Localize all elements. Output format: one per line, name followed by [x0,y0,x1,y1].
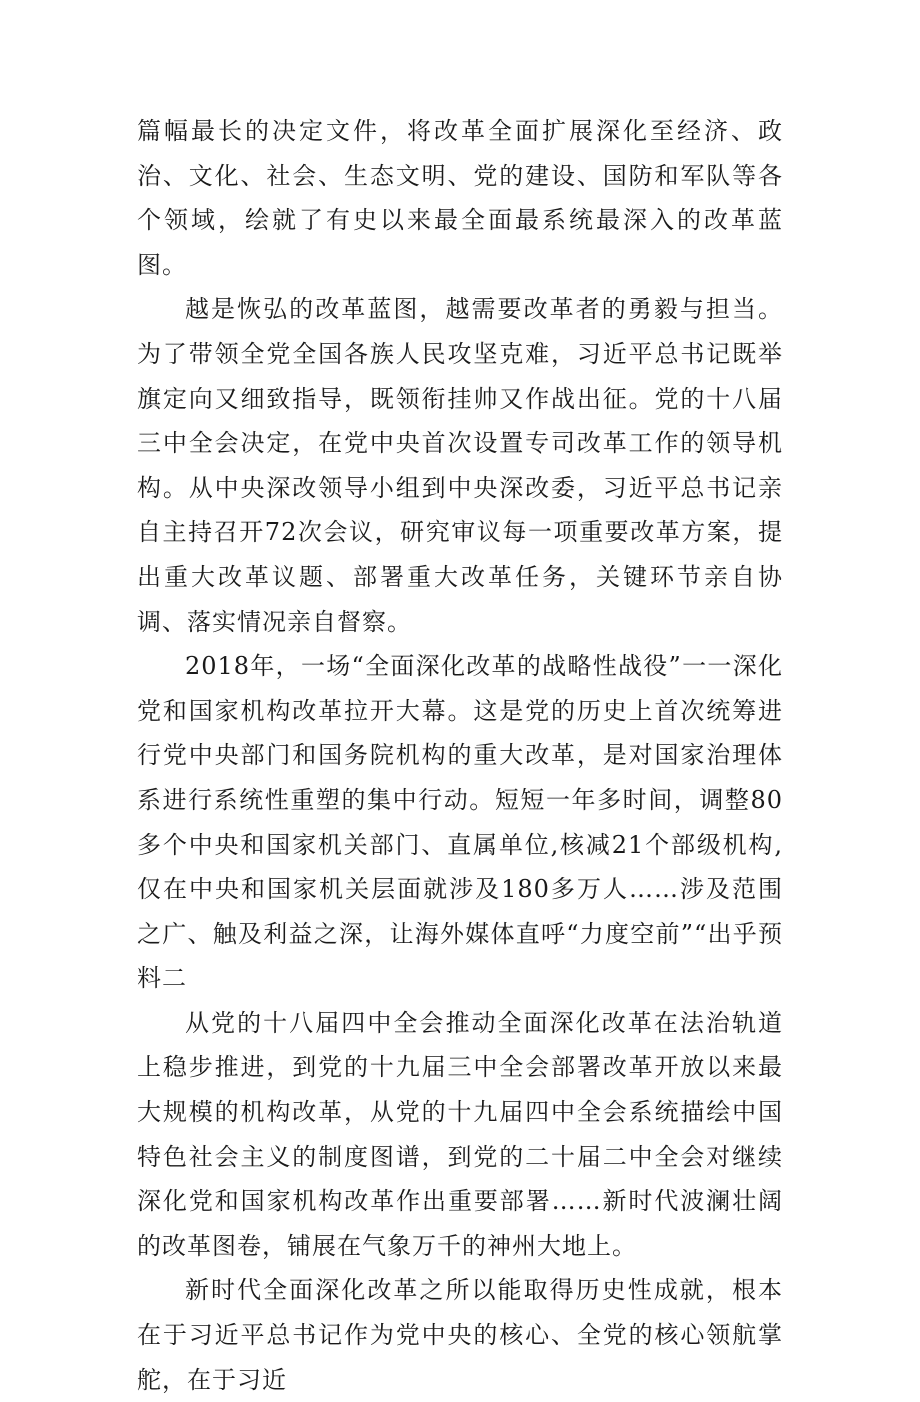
paragraph-3: 2018年，一场“全面深化改革的战略性战役”一一深化党和国家机构改革拉开大幕。这是党的历史上首次统筹进行党中央部门和国务院机构的重大改革，是对国家治理体系进行系统性重塑的集中行动。短短一年多时间，调整80多个中央和国家机关部门、直属单位,核减21个部级机构,仅在中央和国家机关层面就涉及180多万人……涉及范围之广、触及利益之深，让海外媒体直呼“力度空前”“出乎预料二 [137,652,783,993]
document-page [137,109,783,1402]
paragraph-2: 越是恢弘的改革蓝图，越需要改革者的勇毅与担当。为了带领全党全国各族人民攻坚克难，习近平总书记既举旗定向又细致指导，既领衔挂帅又作战出征。党的十八届三中全会决定，在党中央首次设置专司改革工作的领导机构。从中央深改领导小组到中央深改委，习近平总书记亲自主持召开72次会议，研究审议每一项重要改革方案，提出重大改革议题、部署重大改革任务，关键环节亲自协调、落实情况亲自督察。 [137,295,783,636]
paragraph-5: 新时代全面深化改革之所以能取得历史性成就，根本在于习近平总书记作为党中央的核心、全党的核心领航掌舵，在于习近 [137,1276,783,1394]
paragraph-1: 篇幅最长的决定文件，将改革全面扩展深化至经济、政治、文化、社会、生态文明、党的建设、国防和军队等各个领域，绘就了有史以来最全面最系统最深入的改革蓝图。 [137,117,783,279]
paragraph-4: 从党的十八届四中全会推动全面深化改革在法治轨道上稳步推进，到党的十九届三中全会部署改革开放以来最大规模的机构改革，从党的十九届四中全会系统描绘中国特色社会主义的制度图谱，到党的二十届二中全会对继续深化党和国家机构改革作出重要部署……新时代波澜壮阔的改革图卷，铺展在气象万千的神州大地上。 [137,1008,783,1260]
